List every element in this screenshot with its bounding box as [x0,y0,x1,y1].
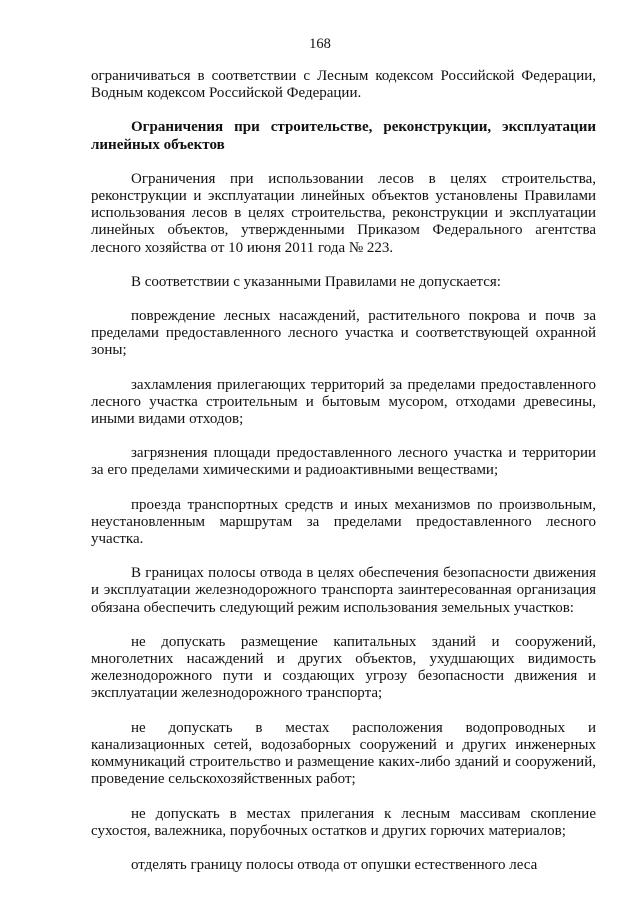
paragraph-intro: Ограничения при использовании лесов в целях строительства, реконструкции и эксплуатации линейных объектов установлены Правилами использования лесов в целях строительства, реконструкции и эксплуатации линейных объектов, утвержденными Приказом Федерального агентства лесного хозяйства от 10 июня 2011 года № 223. [91,170,596,256]
list-item-littering: захламления прилегающих территорий за пределами предоставленного лесного участка строительным и бытовым мусором, отходами древесины, иными видами отходов; [91,376,596,428]
page-number: 168 [309,36,331,52]
list-item-boundary: отделять границу полосы отвода от опушки естественного леса [131,856,538,873]
document-body [91,68,596,874]
list-item-vehicles: проезда транспортных средств и иных механизмов по произвольным, неустановленным маршрутам за пределами предоставленного лесного участка. [91,496,596,548]
list-item-damage: повреждение лесных насаждений, растительного покрова и почв за пределами предоставленного лесного участка и соответствующей охранной зоны; [91,308,596,359]
paragraph-rules-lead: В соответствии с указанными Правилами не допускается: [131,273,501,290]
list-item-utilities: не допускать в местах расположения водопроводных и канализационных сетей, водозаборных сооружений и других инженерных коммуникаций строительство и размещение каких-либо зданий и сооружений, проведение сельскохозяйственных работ; [91,719,596,788]
list-item-fire-materials: не допускать в местах прилегания к лесным массивам скопление сухостоя, валежника, порубочных остатков и других горючих материалов; [91,805,596,839]
section-heading: Ограничения при строительстве, реконструкции, эксплуатации линейных объектов [91,119,596,153]
paragraph-railway: В границах полосы отвода в целях обеспечения безопасности движения и эксплуатации железнодорожного транспорта заинтересованная организация обязана обеспечить следующий режим использования земельных участков: [91,565,596,616]
list-item-pollution: загрязнения площади предоставленного лесного участка и территории за его пределами химическими и радиоактивными веществами; [91,445,596,479]
paragraph-continuation: ограничиваться в соответствии с Лесным кодексом Российской Федерации, Водным кодексом Российской Федерации. [91,68,596,102]
list-item-buildings: не допускать размещение капитальных зданий и сооружений, многолетних насаждений и других объектов, ухудшающих видимость железнодорожного пути и создающих угрозу безопасности движения и эксплуатации железнодорожного транспорта; [91,633,596,702]
